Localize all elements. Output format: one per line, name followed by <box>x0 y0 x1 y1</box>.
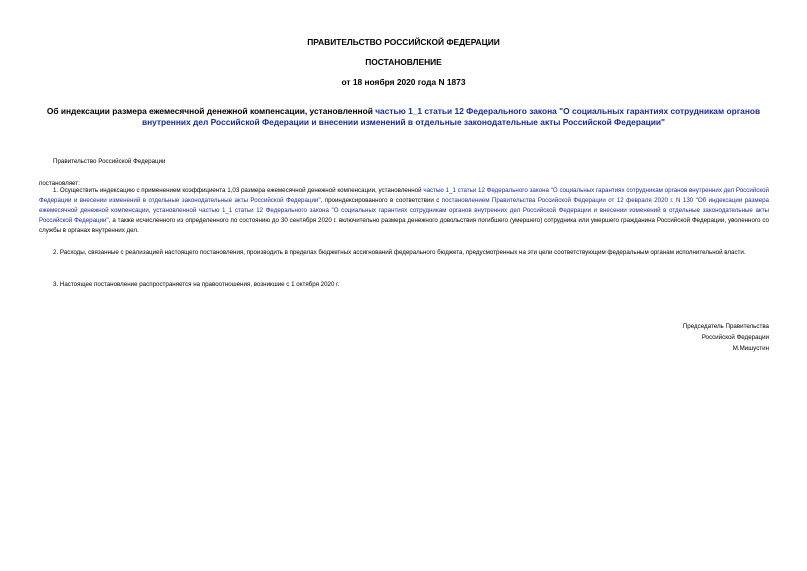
date-number-heading: от 18 ноября 2020 года N 1873 <box>341 77 466 87</box>
resolution-link[interactable]: постановлением Правительства Российской Федерации от 12 февраля 2020 г. N 130 "Об индексации размера ежемесячной денежной компенсации, установленной частью 1_1 статьи 12 Федерального закона "О социальных гарантиях сотрудникам органов внутренних дел Российской Федерации и внесении изменений в отдельные законодательные акты Российской Федерации" <box>39 197 769 224</box>
signature-position: Председатель Правительства <box>682 323 769 330</box>
paragraph-1-text-c: , а также исчисленного из определенного по состоянию до 30 сентября 2020 г. включительно размера денежного довольствия погибшего (умершего) сотрудника или умершего гражданина Российской Федерации, уволенного со службы в органах внутренних дел. <box>39 217 770 234</box>
paragraph-1-text-a: 1. Осуществить индексацию с применением коэффициента 1,03 размера ежемесячной денежной компенсации, установленной <box>53 187 424 194</box>
government-line: Правительство Российской Федерации <box>53 158 166 165</box>
title-law-link[interactable]: частью 1_1 статьи 12 Федерального закона "О социальных гарантиях сотрудникам органов внутренних дел Российской Федерации и внесении изменений в отдельные законодательные акты Российской Федерации" <box>141 106 761 127</box>
signature-name: М.Мишустин <box>732 345 769 352</box>
document-type-heading: ПОСТАНОВЛЕНИЕ <box>365 57 442 67</box>
signature-country: Российской Федерации <box>701 334 769 341</box>
paragraph-1 <box>39 186 769 236</box>
paragraph-3: 3. Настоящее постановление распространяется на правоотношения, возникшие с 1 октября 2020 г. <box>53 281 340 288</box>
title-text: Об индексации размера ежемесячной денежной компенсации, установленной <box>46 106 376 116</box>
paragraph-2: 2. Расходы, связанные с реализацией настоящего постановления, производить в пределах бюджетных ассигнований федерального бюджета, предусмотренных на эти цели соответствующим федеральным органам исполнительной власти. <box>53 249 746 256</box>
resolves-line: постановляет: <box>39 180 80 187</box>
document-title <box>36 106 771 128</box>
paragraph-1-text-b: , проиндексированного в соответствии с <box>320 197 442 204</box>
law-link[interactable]: частью 1_1 статьи 12 Федерального закона "О социальных гарантиях сотрудникам органов внутренних дел Российской Федерации и внесении изменений в отдельные законодательные акты Российской Федерации" <box>39 187 770 204</box>
government-heading: ПРАВИТЕЛЬСТВО РОССИЙСКОЙ ФЕДЕРАЦИИ <box>307 37 500 47</box>
